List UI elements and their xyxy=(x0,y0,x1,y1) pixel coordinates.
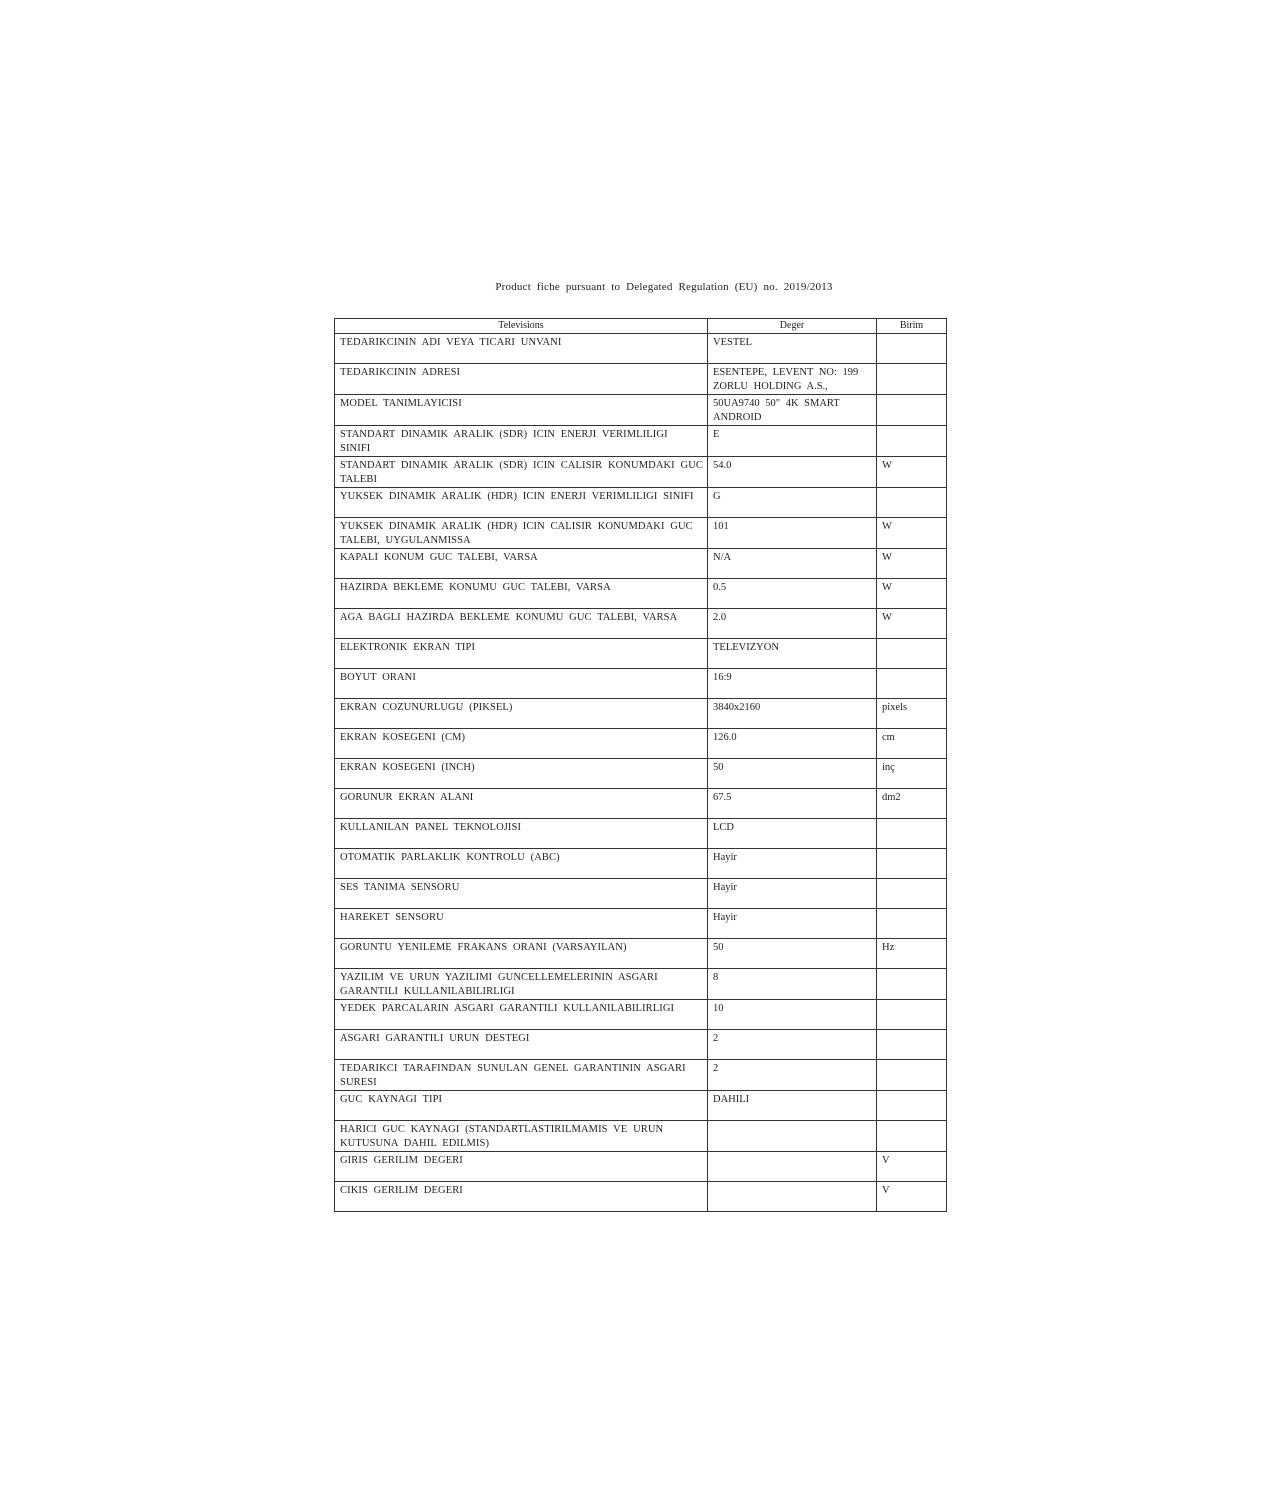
unit-text xyxy=(877,819,946,821)
table-row xyxy=(335,1030,947,1060)
value-text: ESENTEPE, LEVENT NO: 199 ZORLU HOLDING A.S., xyxy=(713,367,859,392)
parameter-cell xyxy=(335,1000,708,1030)
value-text: 2 xyxy=(713,1063,719,1074)
parameter-cell xyxy=(335,426,708,457)
table-row xyxy=(335,488,947,518)
value-cell xyxy=(708,395,877,426)
product-fiche-table xyxy=(334,318,947,1212)
value-cell xyxy=(708,1030,877,1060)
parameter-cell xyxy=(335,457,708,488)
unit-cell xyxy=(877,849,947,879)
unit-cell xyxy=(877,549,947,579)
unit-text xyxy=(877,426,946,428)
value-cell xyxy=(708,609,877,639)
unit-text: dm2 xyxy=(882,792,901,803)
parameter-label: ASGARI GARANTILI URUN DESTEGI xyxy=(340,1033,530,1044)
table-row xyxy=(335,364,947,395)
unit-cell xyxy=(877,669,947,699)
parameter-cell xyxy=(335,939,708,969)
parameter-cell xyxy=(335,1152,708,1182)
value-cell xyxy=(708,969,877,1000)
parameter-label: KULLANILAN PANEL TEKNOLOJISI xyxy=(340,822,522,833)
value-cell xyxy=(708,819,877,849)
unit-text xyxy=(877,364,946,366)
parameter-label: GORUNTU YENILEME FRAKANS ORANI (VARSAYILAN) xyxy=(340,942,627,953)
value-text xyxy=(708,1182,876,1184)
value-text: G xyxy=(713,491,721,502)
unit-text xyxy=(877,1000,946,1002)
table-row xyxy=(335,879,947,909)
parameter-label: MODEL TANIMLAYICISI xyxy=(340,398,462,409)
table-row xyxy=(335,457,947,488)
value-cell xyxy=(708,759,877,789)
table-row xyxy=(335,1091,947,1121)
unit-cell xyxy=(877,609,947,639)
parameter-label: TEDARIKCININ ADI VEYA TICARI UNVANI xyxy=(340,337,562,348)
table-header-row xyxy=(335,319,947,334)
value-cell xyxy=(708,1121,877,1152)
value-text: Hayir xyxy=(713,852,737,863)
value-cell xyxy=(708,1152,877,1182)
parameter-cell xyxy=(335,849,708,879)
value-cell xyxy=(708,1091,877,1121)
unit-cell xyxy=(877,395,947,426)
unit-text xyxy=(877,639,946,641)
unit-text xyxy=(877,969,946,971)
unit-text: W xyxy=(882,552,892,563)
value-text: 67.5 xyxy=(713,792,732,803)
table-row xyxy=(335,669,947,699)
parameter-cell xyxy=(335,909,708,939)
value-text: DAHILI xyxy=(713,1094,750,1105)
unit-text: pixels xyxy=(882,702,908,713)
unit-text xyxy=(877,488,946,490)
parameter-label: STANDART DINAMIK ARALIK (SDR) ICIN ENERJI VERIMLILIGI SINIFI xyxy=(340,429,668,454)
unit-cell xyxy=(877,969,947,1000)
parameter-cell xyxy=(335,395,708,426)
value-text: E xyxy=(713,429,720,440)
unit-text xyxy=(877,1060,946,1062)
value-cell xyxy=(708,849,877,879)
parameter-label: HAREKET SENSORU xyxy=(340,912,444,923)
unit-text xyxy=(877,1030,946,1032)
table-row xyxy=(335,849,947,879)
parameter-cell xyxy=(335,488,708,518)
table-row xyxy=(335,1060,947,1091)
value-cell xyxy=(708,1000,877,1030)
value-text: 54.0 xyxy=(713,460,732,471)
value-cell xyxy=(708,699,877,729)
value-text: Hayir xyxy=(713,882,737,893)
value-text: Hayir xyxy=(713,912,737,923)
value-cell xyxy=(708,549,877,579)
value-cell xyxy=(708,909,877,939)
parameter-cell xyxy=(335,1030,708,1060)
table-row xyxy=(335,518,947,549)
parameter-cell xyxy=(335,819,708,849)
value-text: 3840x2160 xyxy=(713,702,761,713)
unit-cell xyxy=(877,639,947,669)
unit-cell xyxy=(877,518,947,549)
parameter-cell xyxy=(335,1091,708,1121)
parameter-cell xyxy=(335,699,708,729)
parameter-label: KAPALI KONUM GUC TALEBI, VARSA xyxy=(340,552,538,563)
value-text: 8 xyxy=(713,972,719,983)
unit-text xyxy=(877,1121,946,1123)
unit-text xyxy=(877,334,946,336)
parameter-cell xyxy=(335,789,708,819)
parameter-cell xyxy=(335,669,708,699)
parameter-label: AGA BAGLI HAZIRDA BEKLEME KONUMU GUC TALEBI, VARSA xyxy=(340,612,678,623)
table-body xyxy=(335,334,947,1212)
table-row xyxy=(335,639,947,669)
value-text: 10 xyxy=(713,1003,724,1014)
value-cell xyxy=(708,729,877,759)
value-cell xyxy=(708,879,877,909)
value-text: 50 xyxy=(713,942,724,953)
unit-cell xyxy=(877,1000,947,1030)
unit-cell xyxy=(877,1030,947,1060)
parameter-label: HAZIRDA BEKLEME KONUMU GUC TALEBI, VARSA xyxy=(340,582,611,593)
unit-text xyxy=(877,395,946,397)
parameter-label: HARICI GUC KAYNAGI (STANDARTLASTIRILMAMIS VE URUN KUTUSUNA DAHIL EDILMIS) xyxy=(340,1124,664,1149)
unit-cell xyxy=(877,579,947,609)
unit-text xyxy=(877,849,946,851)
parameter-cell xyxy=(335,729,708,759)
parameter-label: GIRIS GERILIM DEGERI xyxy=(340,1155,463,1166)
unit-cell xyxy=(877,1091,947,1121)
table-row xyxy=(335,426,947,457)
table-row xyxy=(335,549,947,579)
parameter-cell xyxy=(335,969,708,1000)
table-row xyxy=(335,609,947,639)
unit-cell xyxy=(877,1152,947,1182)
unit-cell xyxy=(877,699,947,729)
value-cell xyxy=(708,518,877,549)
value-text: 101 xyxy=(713,521,729,532)
parameter-label: GORUNUR EKRAN ALANI xyxy=(340,792,474,803)
parameter-cell xyxy=(335,639,708,669)
value-text: 2.0 xyxy=(713,612,727,623)
value-text: TELEVIZYON xyxy=(713,642,779,653)
table-row xyxy=(335,1000,947,1030)
unit-cell xyxy=(877,879,947,909)
unit-cell xyxy=(877,488,947,518)
header-value: Deger xyxy=(708,319,877,334)
parameter-label: YUKSEK DINAMIK ARALIK (HDR) ICIN ENERJI VERIMLILIGI SINIFI xyxy=(340,491,694,502)
table-row xyxy=(335,939,947,969)
unit-cell xyxy=(877,909,947,939)
parameter-cell xyxy=(335,549,708,579)
value-text: 0.5 xyxy=(713,582,727,593)
unit-cell xyxy=(877,759,947,789)
unit-cell xyxy=(877,334,947,364)
table-row xyxy=(335,579,947,609)
parameter-label: YEDEK PARCALARIN ASGARI GARANTILI KULLANILABILIRLIGI xyxy=(340,1003,675,1014)
parameter-label: ELEKTRONIK EKRAN TIPI xyxy=(340,642,476,653)
value-text: VESTEL xyxy=(713,337,753,348)
unit-text: W xyxy=(882,582,892,593)
parameter-cell xyxy=(335,1121,708,1152)
table-row xyxy=(335,1152,947,1182)
parameter-label: STANDART DINAMIK ARALIK (SDR) ICIN CALISIR KONUMDAKI GUC TALEBI xyxy=(340,460,703,485)
parameter-label: YAZILIM VE URUN YAZILIMI GUNCELLEMELERININ ASGARI GARANTILI KULLANILABILIRLIGI xyxy=(340,972,658,997)
unit-text xyxy=(877,909,946,911)
value-cell xyxy=(708,364,877,395)
value-cell xyxy=(708,1060,877,1091)
parameter-label: EKRAN COZUNURLUGU (PIKSEL) xyxy=(340,702,513,713)
value-cell xyxy=(708,669,877,699)
value-text: 126.0 xyxy=(713,732,737,743)
parameter-cell xyxy=(335,334,708,364)
parameter-cell xyxy=(335,518,708,549)
value-cell xyxy=(708,1182,877,1212)
value-text: 2 xyxy=(713,1033,719,1044)
unit-cell xyxy=(877,426,947,457)
parameter-label: EKRAN KOSEGENI (INCH) xyxy=(340,762,475,773)
value-cell xyxy=(708,639,877,669)
unit-text: W xyxy=(882,612,892,623)
table-row xyxy=(335,909,947,939)
value-cell xyxy=(708,789,877,819)
table-row xyxy=(335,1182,947,1212)
table-row xyxy=(335,759,947,789)
unit-cell xyxy=(877,1060,947,1091)
table-row xyxy=(335,395,947,426)
unit-cell xyxy=(877,819,947,849)
value-text: 16:9 xyxy=(713,672,732,683)
unit-text xyxy=(877,879,946,881)
parameter-label: CIKIS GERILIM DEGERI xyxy=(340,1185,463,1196)
value-cell xyxy=(708,334,877,364)
value-cell xyxy=(708,426,877,457)
value-text xyxy=(708,1152,876,1154)
unit-cell xyxy=(877,729,947,759)
table-row xyxy=(335,729,947,759)
value-cell xyxy=(708,579,877,609)
unit-text: W xyxy=(882,460,892,471)
unit-cell xyxy=(877,364,947,395)
value-text: LCD xyxy=(713,822,734,833)
parameter-label: TEDARIKCI TARAFINDAN SUNULAN GENEL GARANTININ ASGARI SURESI xyxy=(340,1063,686,1088)
unit-text: inç xyxy=(882,762,895,773)
table-row xyxy=(335,1121,947,1152)
value-cell xyxy=(708,939,877,969)
unit-text xyxy=(877,669,946,671)
unit-cell xyxy=(877,789,947,819)
header-parameter: Televisions xyxy=(335,319,708,334)
parameter-cell xyxy=(335,879,708,909)
parameter-cell xyxy=(335,609,708,639)
parameter-cell xyxy=(335,579,708,609)
parameter-label: OTOMATIK PARLAKLIK KONTROLU (ABC) xyxy=(340,852,560,863)
parameter-label: BOYUT ORANI xyxy=(340,672,416,683)
parameter-label: EKRAN KOSEGENI (CM) xyxy=(340,732,466,743)
value-text xyxy=(708,1121,876,1123)
header-unit: Birim xyxy=(877,319,947,334)
parameter-label: GUC KAYNAGI TIPI xyxy=(340,1094,443,1105)
value-text: 50UA9740 50" 4K SMART ANDROID xyxy=(713,398,840,423)
table-row xyxy=(335,334,947,364)
table-row xyxy=(335,969,947,1000)
parameter-label: YUKSEK DINAMIK ARALIK (HDR) ICIN CALISIR KONUMDAKI GUC TALEBI, UYGULANMISSA xyxy=(340,521,693,546)
unit-cell xyxy=(877,939,947,969)
document-title: Product fiche pursuant to Delegated Regulation (EU) no. 2019/2013 xyxy=(495,281,833,293)
unit-text: W xyxy=(882,521,892,532)
unit-cell xyxy=(877,457,947,488)
parameter-cell xyxy=(335,1060,708,1091)
parameter-label: TEDARIKCININ ADRESI xyxy=(340,367,461,378)
parameter-cell xyxy=(335,759,708,789)
parameter-cell xyxy=(335,1182,708,1212)
unit-cell xyxy=(877,1182,947,1212)
value-text: 50 xyxy=(713,762,724,773)
value-cell xyxy=(708,488,877,518)
unit-text: V xyxy=(882,1185,890,1196)
table-row xyxy=(335,789,947,819)
unit-cell xyxy=(877,1121,947,1152)
value-cell xyxy=(708,457,877,488)
table-row xyxy=(335,699,947,729)
table-row xyxy=(335,819,947,849)
unit-text xyxy=(877,1091,946,1093)
parameter-label: SES TANIMA SENSORU xyxy=(340,882,460,893)
unit-text: cm xyxy=(882,732,895,743)
value-text: N/A xyxy=(713,552,732,563)
unit-text: Hz xyxy=(882,942,895,953)
parameter-cell xyxy=(335,364,708,395)
unit-text: V xyxy=(882,1155,890,1166)
